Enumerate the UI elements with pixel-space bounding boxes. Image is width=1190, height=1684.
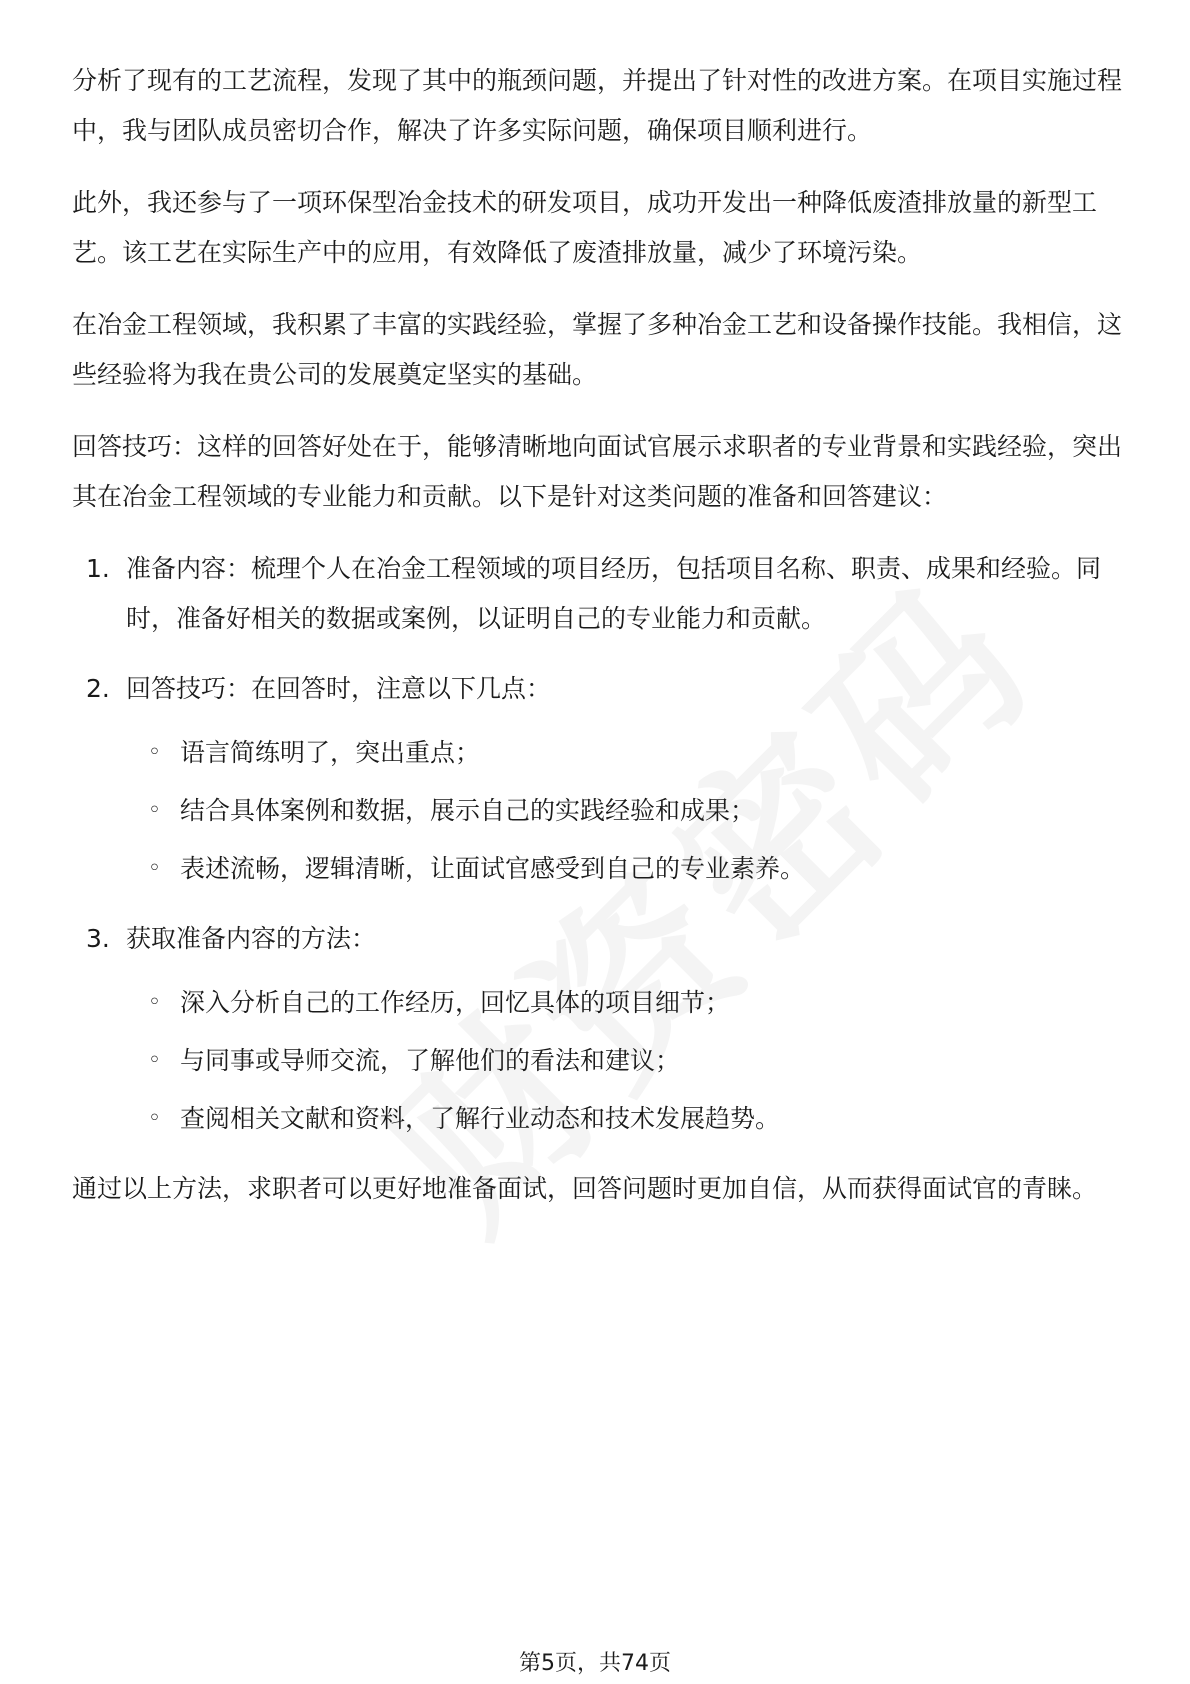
bullet-item-text: 表述流畅，逻辑清晰，让面试官感受到自己的专业素养。: [180, 854, 806, 883]
list-number: 2.: [86, 674, 110, 703]
list-item-text: 回答技巧：在回答时，注意以下几点：: [126, 674, 552, 703]
paragraph: 此外，我还参与了一项环保型冶金技术的研发项目，成功开发出一种降低废渣排放量的新型工艺。该工艺在实际生产中的应用，有效降低了废渣排放量，减少了环境污染。: [72, 188, 1098, 267]
bullet-item-text: 深入分析自己的工作经历，回忆具体的项目细节；: [180, 988, 731, 1017]
paragraph: 回答技巧：这样的回答好处在于，能够清晰地向面试官展示求职者的专业背景和实践经验，突出其在冶金工程领域的专业能力和贡献。以下是针对这类问题的准备和回答建议：: [72, 432, 1123, 511]
bullet-list: [126, 978, 1122, 1144]
bullet-item: [126, 1036, 1122, 1086]
list-number: 3.: [86, 924, 110, 953]
page-content: [72, 56, 1122, 1236]
bullet-item: [126, 728, 1122, 778]
numbered-list: [72, 544, 1122, 1144]
page-number: 第5页，共74页: [519, 1651, 671, 1676]
bullet-icon: ◦: [148, 1106, 161, 1131]
paragraph: 在冶金工程领域，我积累了丰富的实践经验，掌握了多种冶金工艺和设备操作技能。我相信，这些经验将为我在贵公司的发展奠定坚实的基础。: [72, 310, 1123, 389]
bullet-item: [126, 786, 1122, 836]
list-item-text: 准备内容：梳理个人在冶金工程领域的项目经历，包括项目名称、职责、成果和经验。同时，准备好相关的数据或案例，以证明自己的专业能力和贡献。: [126, 554, 1102, 633]
list-item-text: 获取准备内容的方法：: [126, 924, 377, 953]
list-item: [72, 544, 1122, 644]
bullet-icon: ◦: [148, 1048, 161, 1073]
bullet-item: [126, 844, 1122, 894]
list-number: 1.: [86, 554, 110, 583]
bullet-item-text: 语言简练明了，突出重点；: [180, 738, 481, 767]
bullet-item-text: 查阅相关文献和资料，了解行业动态和技术发展趋势。: [180, 1104, 781, 1133]
bullet-icon: ◦: [148, 856, 161, 881]
bullet-item-text: 与同事或导师交流，了解他们的看法和建议；: [180, 1046, 681, 1075]
list-item: [72, 664, 1122, 894]
closing-paragraph: 通过以上方法，求职者可以更好地准备面试，回答问题时更加自信，从而获得面试官的青睐。: [72, 1174, 1098, 1203]
bullet-icon: ◦: [148, 798, 161, 823]
paragraph: 分析了现有的工艺流程，发现了其中的瓶颈问题，并提出了针对性的改进方案。在项目实施过程中，我与团队成员密切合作，解决了许多实际问题，确保项目顺利进行。: [72, 66, 1123, 145]
bullet-item-text: 结合具体案例和数据，展示自己的实践经验和成果；: [180, 796, 756, 825]
bullet-icon: ◦: [148, 990, 161, 1015]
bullet-item: [126, 978, 1122, 1028]
list-item: [72, 914, 1122, 1144]
bullet-item: [126, 1094, 1122, 1144]
bullet-icon: ◦: [148, 740, 161, 765]
bullet-list: [126, 728, 1122, 894]
